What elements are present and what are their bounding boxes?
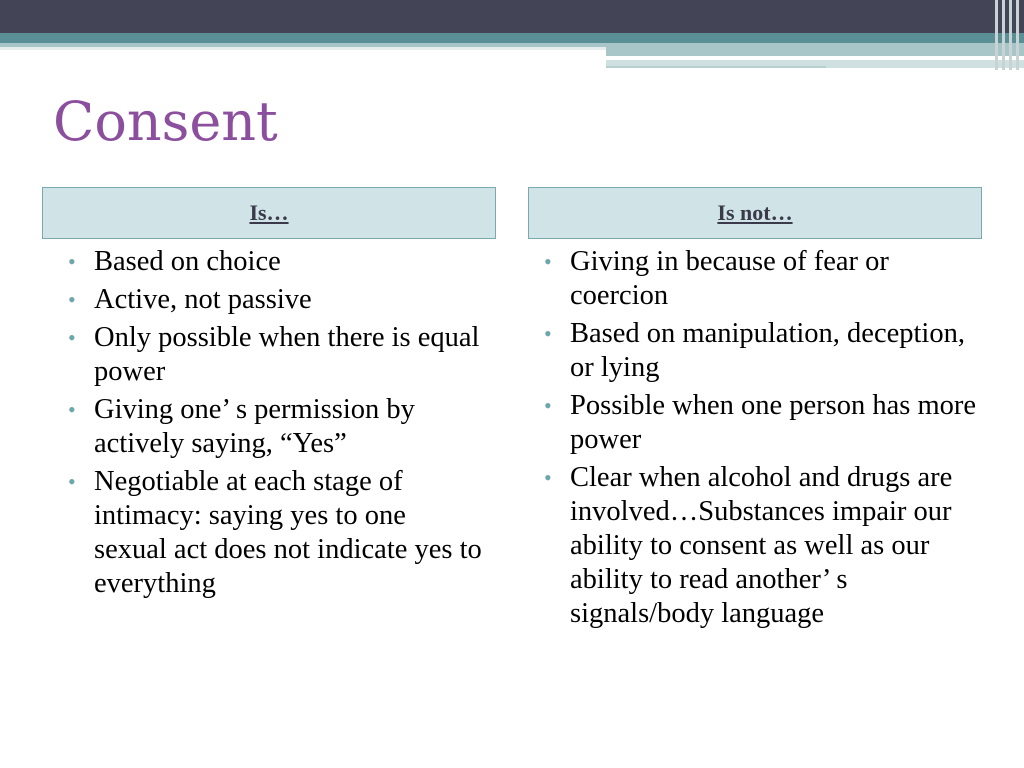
- list-item: • Only possible when there is equal power: [68, 322, 480, 387]
- column-header-is-not-label: Is not…: [717, 200, 793, 225]
- list-item: • Giving one’ s permission by actively saying, “Yes”: [68, 394, 415, 459]
- accent-bar: [0, 33, 1024, 43]
- list-item: • Based on choice: [68, 246, 281, 277]
- bullet-icon: •: [544, 249, 552, 274]
- accent-line-white: [606, 56, 951, 58]
- is-not-list: [540, 245, 980, 635]
- bullet-icon: •: [544, 465, 552, 490]
- column-header-is-label: Is…: [249, 200, 289, 225]
- top-decorative-bar: [0, 0, 1024, 33]
- accent-bar-gray: [0, 47, 606, 50]
- bullet-icon: •: [68, 325, 76, 350]
- bullet-icon: •: [68, 287, 76, 312]
- vertical-stripes: [992, 0, 1024, 70]
- column-header-is: [42, 187, 496, 239]
- column-header-is-not: [528, 187, 982, 239]
- list-item: • Clear when alcohol and drugs are involved…Substances impair our ability to consent as well as our ability to read another’ s signals/body language: [544, 462, 953, 629]
- list-item: • Possible when one person has more power: [544, 390, 977, 455]
- list-item: • Negotiable at each stage of intimacy: saying yes to one sexual act does not indicate yes to everything: [68, 466, 482, 599]
- accent-line-gray: [606, 66, 826, 68]
- bullet-icon: •: [68, 249, 76, 274]
- list-item: • Giving in because of fear or coercion: [544, 246, 889, 311]
- bullet-icon: •: [544, 393, 552, 418]
- bullet-icon: •: [68, 469, 76, 494]
- bullet-icon: •: [544, 321, 552, 346]
- accent-bar-right: [606, 43, 1024, 56]
- slide-title: Consent: [53, 90, 278, 153]
- bullet-icon: •: [68, 397, 76, 422]
- list-item: • Based on manipulation, deception, or lying: [544, 318, 965, 383]
- list-item: • Active, not passive: [68, 284, 312, 315]
- is-list: [64, 245, 484, 605]
